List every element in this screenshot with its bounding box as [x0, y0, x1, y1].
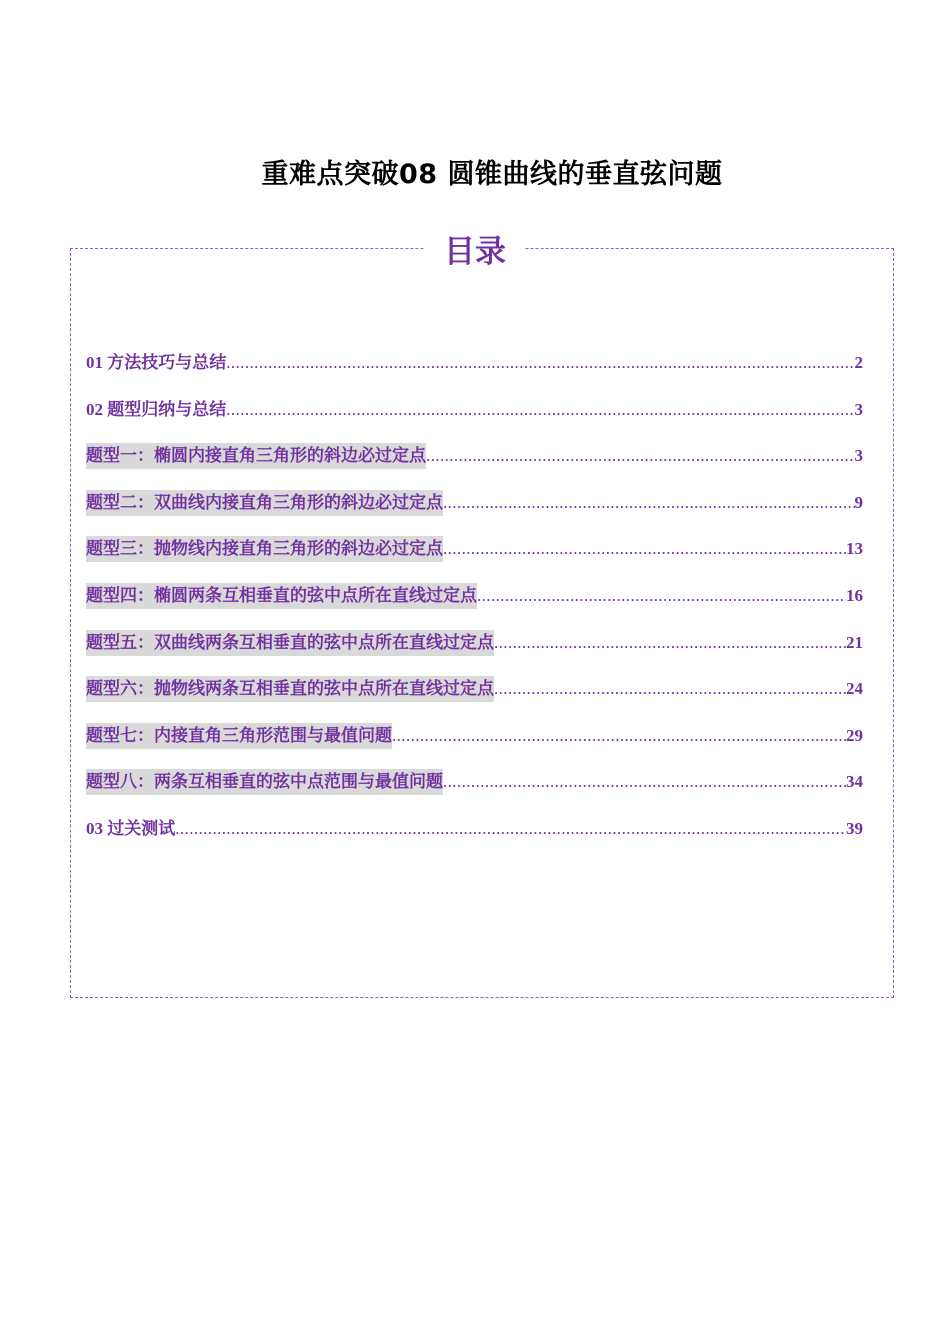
toc-entry-label: 题型三：抛物线内接直角三角形的斜边必过定点: [86, 536, 443, 562]
toc-entry-type-6[interactable]: [86, 676, 863, 723]
toc-entry-label: 题型二：双曲线内接直角三角形的斜边必过定点: [86, 490, 443, 516]
toc-entry-label: 题型八：两条互相垂直的弦中点范围与最值问题: [86, 769, 443, 795]
toc-dot-leader: [392, 723, 846, 749]
toc-page-number: 16: [846, 585, 863, 605]
toc-entry-label: 题型四：椭圆两条互相垂直的弦中点所在直线过定点: [86, 583, 477, 609]
toc-page-number: 13: [846, 539, 863, 559]
toc-entry-checkpoint-test[interactable]: [86, 816, 863, 863]
toc-page-number: 34: [846, 772, 863, 792]
toc-entry-type-3[interactable]: [86, 536, 863, 583]
toc-entry-methods-summary[interactable]: [86, 350, 863, 397]
toc-dot-leader: [426, 443, 855, 469]
toc-dot-leader: [226, 350, 854, 376]
toc-page-number: 24: [846, 679, 863, 699]
toc-page-number: 39: [846, 818, 863, 838]
toc-entry-type-5[interactable]: [86, 630, 863, 677]
toc-page-number: 21: [846, 632, 863, 652]
toc-entry-label: 题型一：椭圆内接直角三角形的斜边必过定点: [86, 443, 426, 469]
toc-entry-types-summary[interactable]: [86, 397, 863, 444]
toc-dot-leader: [494, 676, 846, 702]
toc-entry-type-2[interactable]: [86, 490, 863, 537]
toc-page-number: 3: [854, 446, 863, 466]
toc-dot-leader: [477, 583, 846, 609]
toc-entry-type-4[interactable]: [86, 583, 863, 630]
toc-page-number: 3: [854, 399, 863, 419]
toc-entry-type-7[interactable]: [86, 723, 863, 770]
toc-page-number: 9: [854, 492, 863, 512]
toc-heading: 目录: [425, 232, 525, 276]
toc-dot-leader: [175, 816, 846, 842]
toc-entry-label: 题型七：内接直角三角形范围与最值问题: [86, 723, 392, 749]
toc-entry-label: 01 方法技巧与总结: [86, 353, 227, 372]
toc-page-number: 2: [854, 353, 863, 372]
toc-dot-leader: [226, 397, 854, 423]
toc-entry-type-1[interactable]: [86, 443, 863, 490]
toc-entry-label: 题型五：双曲线两条互相垂直的弦中点所在直线过定点: [86, 630, 494, 656]
toc-list: [86, 350, 863, 863]
toc-dot-leader: [443, 490, 855, 516]
toc-entry-label: 题型六：抛物线两条互相垂直的弦中点所在直线过定点: [86, 676, 494, 702]
document-title: 重难点突破08 圆锥曲线的垂直弦问题: [261, 159, 723, 190]
toc-entry-type-8[interactable]: [86, 769, 863, 816]
toc-page-number: 29: [846, 725, 863, 745]
toc-entry-label: 02 题型归纳与总结: [86, 399, 227, 419]
toc-dot-leader: [443, 536, 846, 562]
toc-dot-leader: [443, 769, 846, 795]
toc-entry-label: 03 过关测试: [86, 818, 176, 838]
toc-dot-leader: [494, 630, 846, 656]
